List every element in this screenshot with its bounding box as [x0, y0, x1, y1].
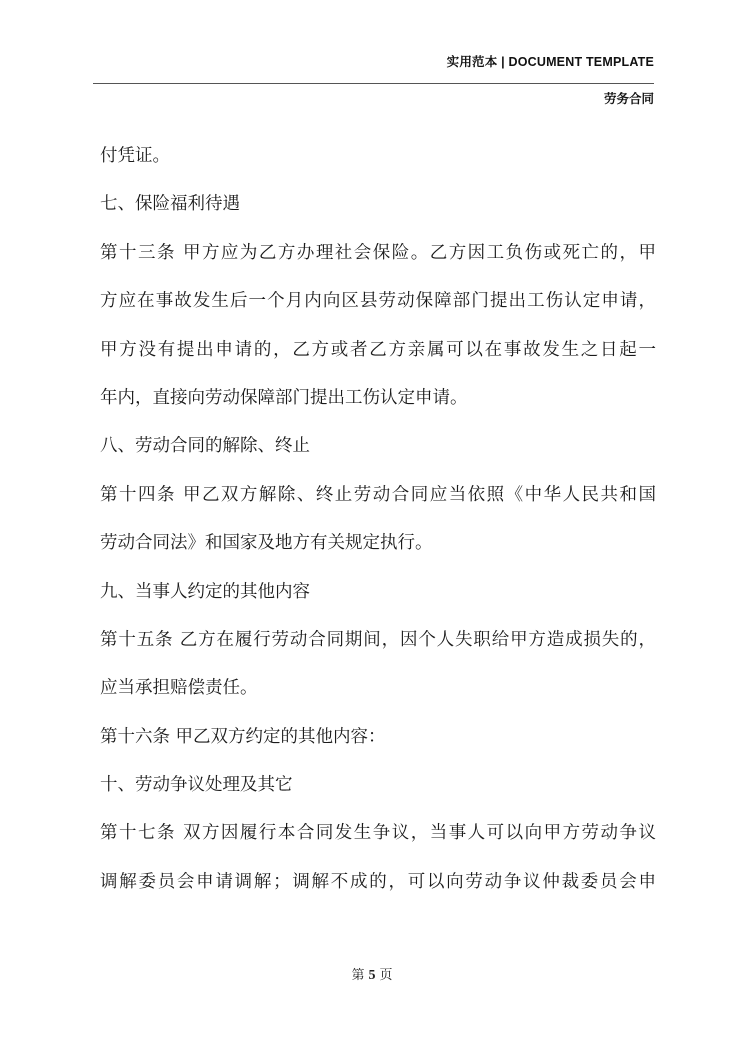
- body-line: 劳动合同法》和国家及地方有关规定执行。: [100, 533, 433, 554]
- body-line: 第十六条 甲乙双方约定的其他内容：: [100, 726, 386, 747]
- header-divider: [93, 83, 654, 84]
- section-heading: 九、当事人约定的其他内容: [100, 581, 310, 602]
- body-line: 付凭证。: [100, 146, 170, 166]
- body-line: 第十七条 双方因履行本合同发生争议，当事人可以向甲方劳动争议: [100, 823, 656, 844]
- page-prefix: 第: [351, 968, 365, 983]
- body-line: 甲方没有提出申请的，乙方或者乙方亲属可以在事故发生之日起一: [100, 339, 656, 360]
- section-heading: 八、劳动合同的解除、终止: [100, 436, 310, 457]
- body-line: 第十四条 甲乙双方解除、终止劳动合同应当依照《中华人民共和国: [100, 484, 656, 505]
- page-suffix: 页: [379, 968, 393, 983]
- section-heading: 十、劳动争议处理及其它: [100, 775, 293, 796]
- document-title: 劳务合同: [603, 91, 654, 106]
- body-line: 第十三条 甲方应为乙方办理社会保险。乙方因工负伤或死亡的，甲: [100, 242, 656, 263]
- page-number: 5: [368, 968, 376, 983]
- body-line: 年内，直接向劳动保障部门提出工伤认定申请。: [100, 387, 468, 408]
- section-heading: 七、保险福利待遇: [100, 194, 240, 215]
- body-line: 调解委员会申请调解；调解不成的，可以向劳动争议仲裁委员会申: [100, 871, 656, 892]
- body-line: 方应在事故发生后一个月内向区县劳动保障部门提出工伤认定申请，: [100, 291, 656, 312]
- header-brand: 实用范本 | DOCUMENT TEMPLATE: [446, 55, 654, 69]
- contract-body: [100, 136, 656, 910]
- page-footer: [0, 964, 744, 984]
- body-line: 第十五条 乙方在履行劳动合同期间，因个人失职给甲方造成损失的，: [100, 629, 656, 650]
- body-line: 应当承担赔偿责任。: [100, 678, 258, 699]
